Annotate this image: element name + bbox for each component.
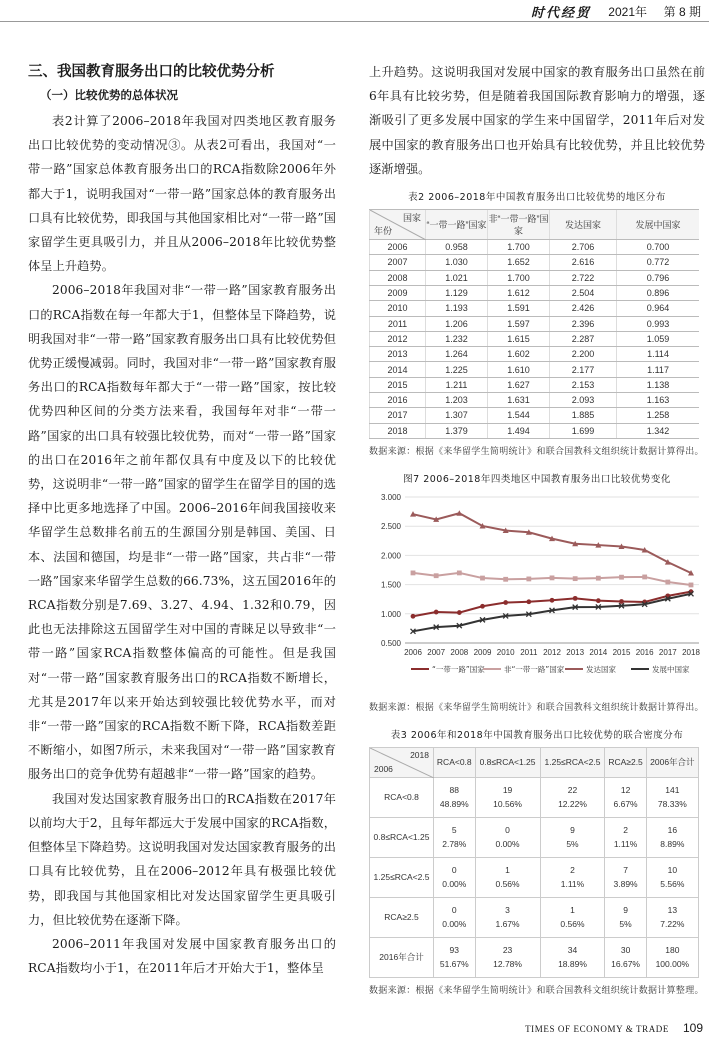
value-cell: 1.225 (426, 362, 488, 377)
value-cell: 0.896 (617, 285, 699, 300)
data-point (550, 575, 555, 580)
data-point (411, 614, 416, 619)
paragraph: 表2计算了2006–2018年我国对四类地区教育服务出口比较优势的变动情况③。从表2可看出，我国对“一带一路”国家总体教育服务出口的RCA指数除2006年外都大于1，说明我国对“一带一路”国家总体的教育服务出口具有比较优势，即我国与其他国家相比对“一带一路”国家留学生更具吸引力，并且从2006–2018年比较优势整体呈上升趋势。 (28, 114, 336, 274)
value-cell: 1.114 (617, 347, 699, 362)
value-cell: 1.627 (488, 377, 550, 392)
year-cell: 2014 (370, 362, 426, 377)
data-point (457, 610, 462, 615)
row-label: 0.8≤RCA<1.25 (370, 817, 434, 857)
page-footer (0, 1018, 709, 1038)
count: 1 (570, 905, 575, 916)
year-cell: 2007 (370, 255, 426, 270)
percent: 1.11% (560, 879, 585, 890)
table3-source: 数据来源：根据《来华留学生简明统计》和联合国教科文组织统计数据计算整理。 (369, 985, 704, 996)
table-row (370, 857, 699, 897)
value-cell: 1.059 (617, 331, 699, 346)
count: 13 (667, 905, 678, 916)
table-row (370, 240, 700, 255)
table-row (370, 331, 700, 346)
density-cell (475, 817, 540, 857)
value-cell: 1.138 (617, 377, 699, 392)
value-cell: 2.153 (550, 377, 617, 392)
year-cell: 2013 (370, 347, 426, 362)
percent: 100.00% (655, 959, 690, 970)
density-cell (540, 857, 605, 897)
value-cell: 1.021 (426, 270, 488, 285)
x-tick-label: 2015 (612, 647, 631, 657)
count: 12 (620, 785, 631, 796)
table2 (369, 209, 699, 439)
count: 141 (665, 785, 680, 796)
percent: 5.56% (660, 879, 685, 890)
year-cell: 2016 (370, 392, 426, 407)
table3 (369, 747, 699, 978)
value-cell: 1.211 (426, 377, 488, 392)
value-cell: 2.616 (550, 255, 617, 270)
value-cell: 0.958 (426, 240, 488, 255)
col-header: 1.25≤RCA<2.5 (540, 747, 605, 777)
percent: 12.78% (493, 959, 522, 970)
count: 9 (570, 825, 575, 836)
count: 16 (667, 825, 678, 836)
year-cell: 2006 (370, 240, 426, 255)
journal-brand: 时代经贸 (530, 6, 591, 21)
data-point (480, 604, 485, 609)
value-cell: 2.504 (550, 285, 617, 300)
table-row (370, 817, 699, 857)
legend-entry: “一带一路”国家 (432, 664, 485, 674)
data-point (550, 598, 555, 603)
value-cell: 1.258 (617, 408, 699, 423)
density-cell (605, 857, 646, 897)
density-cell (605, 817, 646, 857)
x-tick-label: 2018 (682, 647, 700, 657)
year-cell: 2010 (370, 301, 426, 316)
value-cell: 1.342 (617, 423, 699, 438)
value-cell: 2.396 (550, 316, 617, 331)
x-tick-label: 2014 (589, 647, 608, 657)
data-point (665, 580, 670, 585)
journal-english-name: TIMES OF ECONOMY & TRADE (525, 1024, 669, 1034)
value-cell: 0.796 (617, 270, 699, 285)
percent: 1.67% (495, 919, 520, 930)
percent: 0.00% (442, 919, 467, 930)
section-title: 三、我国教育服务出口的比较优势分析 (28, 64, 275, 80)
y-tick-label: 2.500 (380, 522, 401, 532)
col-header: 2006年合计 (646, 747, 698, 777)
density-cell (646, 897, 698, 937)
table-row (370, 423, 700, 438)
percent: 5% (619, 919, 632, 930)
table-row (370, 392, 700, 407)
row-label: RCA<0.8 (370, 777, 434, 817)
value-cell: 2.426 (550, 301, 617, 316)
value-cell: 1.307 (426, 408, 488, 423)
value-cell: 1.597 (488, 316, 550, 331)
density-cell (434, 897, 476, 937)
row-label: RCA≥2.5 (370, 897, 434, 937)
percent: 8.89% (660, 839, 685, 850)
table-row (370, 937, 699, 977)
left-column (28, 60, 336, 980)
value-cell: 1.232 (426, 331, 488, 346)
row-label: 1.25≤RCA<2.5 (370, 857, 434, 897)
issue-number: 第 8 期 (663, 5, 701, 19)
x-tick-label: 2006 (404, 647, 422, 657)
value-cell: 0.772 (617, 255, 699, 270)
corner-bottom: 年份 (374, 226, 393, 237)
x-tick-label: 2013 (566, 647, 585, 657)
col-header: 0.8≤RCA<1.25 (475, 747, 540, 777)
col-header: 发展中国家 (617, 210, 699, 240)
percent: 16.67% (611, 959, 640, 970)
percent: 0.00% (442, 879, 467, 890)
count: 9 (623, 905, 628, 916)
count: 93 (449, 945, 460, 956)
value-cell: 1.602 (488, 347, 550, 362)
value-cell: 1.264 (426, 347, 488, 362)
paragraph-continuation: 上升趋势。这说明我国对发展中国家的教育服务出口虽然在前6年具有比较劣势，但是随着我国国际教育影响力的增强，逐渐吸引了更多发展中国家的学生来中国留学，2011年后对发展中国家的教育服务出口也开始具有比较优势，并且比较优势逐渐增强。 (369, 65, 705, 176)
density-cell (475, 937, 540, 977)
count: 7 (623, 865, 628, 876)
density-cell (475, 777, 540, 817)
value-cell: 1.544 (488, 408, 550, 423)
data-point (503, 600, 508, 605)
density-cell (605, 937, 646, 977)
figure7-caption: 图7 2006–2018年四类地区中国教育服务出口比较优势变化 (403, 473, 671, 485)
value-cell: 1.129 (426, 285, 488, 300)
value-cell: 1.612 (488, 285, 550, 300)
density-cell (434, 857, 476, 897)
table3-caption: 表3 2006年和2018年中国教育服务出口比较优势的联合密度分布 (390, 729, 684, 741)
value-cell: 1.591 (488, 301, 550, 316)
percent: 1.11% (613, 839, 638, 850)
value-cell: 1.700 (488, 240, 550, 255)
value-cell: 2.200 (550, 347, 617, 362)
x-tick-label: 2016 (635, 647, 654, 657)
value-cell: 1.117 (617, 362, 699, 377)
density-cell (646, 777, 698, 817)
data-point (526, 576, 531, 581)
table-row (370, 408, 700, 423)
density-cell (605, 777, 646, 817)
count: 10 (667, 865, 678, 876)
data-point (573, 596, 578, 601)
table-row (370, 347, 700, 362)
count: 180 (665, 945, 680, 956)
value-cell: 2.093 (550, 392, 617, 407)
count: 3 (505, 905, 510, 916)
data-point (434, 610, 439, 615)
right-column (369, 60, 705, 998)
density-cell (475, 897, 540, 937)
data-point (642, 574, 647, 579)
percent: 0.00% (495, 839, 520, 850)
data-point (596, 576, 601, 581)
x-tick-label: 2007 (427, 647, 446, 657)
table2-body (370, 240, 700, 439)
series-line (413, 513, 691, 573)
corner-top: 国家 (402, 213, 421, 224)
table2-corner (370, 210, 426, 240)
year-cell: 2009 (370, 285, 426, 300)
legend-entry: 发达国家 (586, 664, 616, 674)
x-tick-label: 2012 (543, 647, 561, 657)
value-cell: 0.964 (617, 301, 699, 316)
data-point (434, 573, 439, 578)
x-tick-label: 2011 (520, 647, 538, 657)
table-row (370, 255, 700, 270)
paragraph: 我国对发达国家教育服务出口的RCA指数在2017年以前均大于2，且每年都远大于发展中国家的RCA指数，但整体呈下降趋势。这说明我国对发达国家教育服务的出口具有比较优势，且在2006–2012年具有极强比较优势，即我国与其他国家相比对发达国家留学生更具吸引力，但比较优势在逐渐下降。 (28, 791, 336, 927)
percent: 6.67% (613, 799, 638, 810)
figure7-source: 数据来源：根据《来华留学生简明统计》和联合国教科文组织统计数据计算得出。 (369, 702, 704, 713)
table-row (370, 362, 700, 377)
data-point (411, 570, 416, 575)
count: 23 (502, 945, 513, 956)
count: 22 (567, 785, 578, 796)
value-cell: 2.287 (550, 331, 617, 346)
year-cell: 2017 (370, 408, 426, 423)
percent: 3.89% (613, 879, 638, 890)
value-cell: 1.885 (550, 408, 617, 423)
count: 88 (449, 785, 460, 796)
value-cell: 1.494 (488, 423, 550, 438)
legend-entry: 非“一带一路”国家 (504, 664, 565, 674)
value-cell: 1.631 (488, 392, 550, 407)
density-cell (540, 897, 605, 937)
value-cell: 1.652 (488, 255, 550, 270)
y-tick-label: 1.000 (380, 609, 401, 619)
data-point (480, 576, 485, 581)
col-header: 发达国家 (550, 210, 617, 240)
y-tick-label: 3.000 (380, 492, 401, 502)
y-tick-label: 0.500 (380, 638, 401, 648)
density-cell (646, 817, 698, 857)
count: 34 (567, 945, 578, 956)
data-point (689, 582, 694, 587)
paragraph: 2006–2011年我国对发展中国家教育服务出口的RCA指数均小于1，在2011年后才开始大于1，整体呈 (28, 936, 336, 976)
percent: 0.56% (495, 879, 520, 890)
data-point (457, 570, 462, 575)
year-cell: 2018 (370, 423, 426, 438)
density-cell (605, 897, 646, 937)
density-cell (434, 937, 476, 977)
percent: 10.56% (493, 799, 522, 810)
table3-corner (370, 747, 434, 777)
table-row (370, 377, 700, 392)
table-row (370, 777, 699, 817)
count: 0 (451, 905, 457, 916)
col-header: 非“一带一路”国家 (488, 210, 550, 240)
density-cell (646, 937, 698, 977)
table-row (370, 301, 700, 316)
percent: 51.67% (439, 959, 469, 970)
density-cell (540, 777, 605, 817)
count: 30 (620, 945, 631, 956)
page-number: 109 (682, 1021, 703, 1035)
table-row (370, 285, 700, 300)
y-tick-label: 2.000 (380, 551, 401, 561)
count: 0 (451, 865, 457, 876)
line-chart (369, 491, 705, 691)
y-tick-label: 1.500 (380, 580, 401, 590)
row-label: 2016年合计 (370, 937, 434, 977)
x-tick-label: 2010 (496, 647, 515, 657)
value-cell: 1.030 (426, 255, 488, 270)
count: 2 (570, 865, 575, 876)
density-cell (475, 857, 540, 897)
percent: 0.56% (560, 919, 585, 930)
value-cell: 1.699 (550, 423, 617, 438)
table2-caption: 表2 2006–2018年中国教育服务出口比较优势的地区分布 (408, 192, 666, 204)
value-cell: 1.615 (488, 331, 550, 346)
year-cell: 2015 (370, 377, 426, 392)
x-tick-label: 2008 (450, 647, 469, 657)
col-header: RCA≥2.5 (605, 747, 646, 777)
subsection-title: （一）比较优势的总体状况 (40, 88, 178, 102)
legend-entry: 发展中国家 (652, 664, 690, 674)
value-cell: 1.379 (426, 423, 488, 438)
data-point (596, 598, 601, 603)
table-row (370, 270, 700, 285)
density-cell (434, 777, 476, 817)
percent: 2.78% (442, 839, 467, 850)
value-cell: 0.700 (617, 240, 699, 255)
x-tick-label: 2009 (473, 647, 492, 657)
percent: 18.89% (558, 959, 587, 970)
density-cell (646, 857, 698, 897)
value-cell: 1.203 (426, 392, 488, 407)
table-row (370, 316, 700, 331)
paragraph: 2006–2018年我国对非“一带一路”国家教育服务出口的RCA指数在每一年都大于1，但整体呈下降趋势，说明我国对非“一带一路”国家教育服务出口具有比较优势但优势正缓慢减弱。同时，我国对非“一带一路”国家教育服务出口的RCA指数每年都大于“一带一路”国家，按比较优势四种区间的分类方法来看，我国每年对非“一带一路”国家的出口具有较强比较优势，而对“一带一路”国家的出口在2016年之前年都仅具有中度及以下的比较优势，这说明非“一带一路”国家的留学生在留学目的国的选择中比更多地选择了中国。2006–2016年间我国接收来华留学生总数排名前五的生源国分别是韩国、美国、日本、法国和德国，均是非“一带一路”国家，共占非“一带一路”国家来华留学生总数的66.73%，这五国2016年的RCA指数分别是7.69、3.27、4.94、1.32和0.79，因此也无法排除这五国留学生对中国的青睐足以导致非“一带一路”国家RCA指数整体偏高的可能性。但是我国对“一带一路”国家教育服务出口的RCA指数不断增长，尤其是2017年以来开始达到较强比较优势水平，而对非“一带一路”国家的RCA指数不断下降，RCA指数差距不断缩小，如图7所示，未来我国对“一带一路”国家教育服务出口的竞争优势有超越非“一带一路”国家的趋势。 (28, 283, 336, 782)
year-cell: 2011 (370, 316, 426, 331)
value-cell: 2.722 (550, 270, 617, 285)
data-point (619, 575, 624, 580)
value-cell: 0.993 (617, 316, 699, 331)
table2-source: 数据来源：根据《来华留学生简明统计》和联合国教科文组织统计数据计算得出。 (369, 446, 704, 457)
value-cell: 1.163 (617, 392, 699, 407)
table-row (370, 897, 699, 937)
count: 1 (505, 865, 510, 876)
corner-top: 2018 (410, 749, 429, 760)
value-cell: 1.193 (426, 301, 488, 316)
percent: 48.89% (439, 799, 469, 810)
value-cell: 1.206 (426, 316, 488, 331)
value-cell: 1.700 (488, 270, 550, 285)
table3-body (370, 777, 699, 977)
col-header: “一带一路”国家 (426, 210, 488, 240)
page-header (0, 0, 709, 22)
percent: 78.33% (657, 799, 687, 810)
data-point (503, 577, 508, 582)
corner-bottom: 2006 (374, 763, 393, 774)
density-cell (434, 817, 476, 857)
x-tick-label: 2017 (658, 647, 677, 657)
percent: 12.22% (558, 799, 587, 810)
value-cell: 1.610 (488, 362, 550, 377)
count: 0 (505, 825, 510, 836)
value-cell: 2.706 (550, 240, 617, 255)
density-cell (540, 937, 605, 977)
percent: 5% (566, 839, 579, 850)
col-header: RCA<0.8 (434, 747, 476, 777)
percent: 7.22% (660, 919, 685, 930)
count: 2 (623, 825, 628, 836)
value-cell: 2.177 (550, 362, 617, 377)
count: 5 (451, 825, 457, 836)
data-point (526, 599, 531, 604)
data-point (573, 576, 578, 581)
count: 19 (502, 785, 513, 796)
issue-year: 2021年 (608, 5, 647, 19)
year-cell: 2012 (370, 331, 426, 346)
density-cell (540, 817, 605, 857)
year-cell: 2008 (370, 270, 426, 285)
